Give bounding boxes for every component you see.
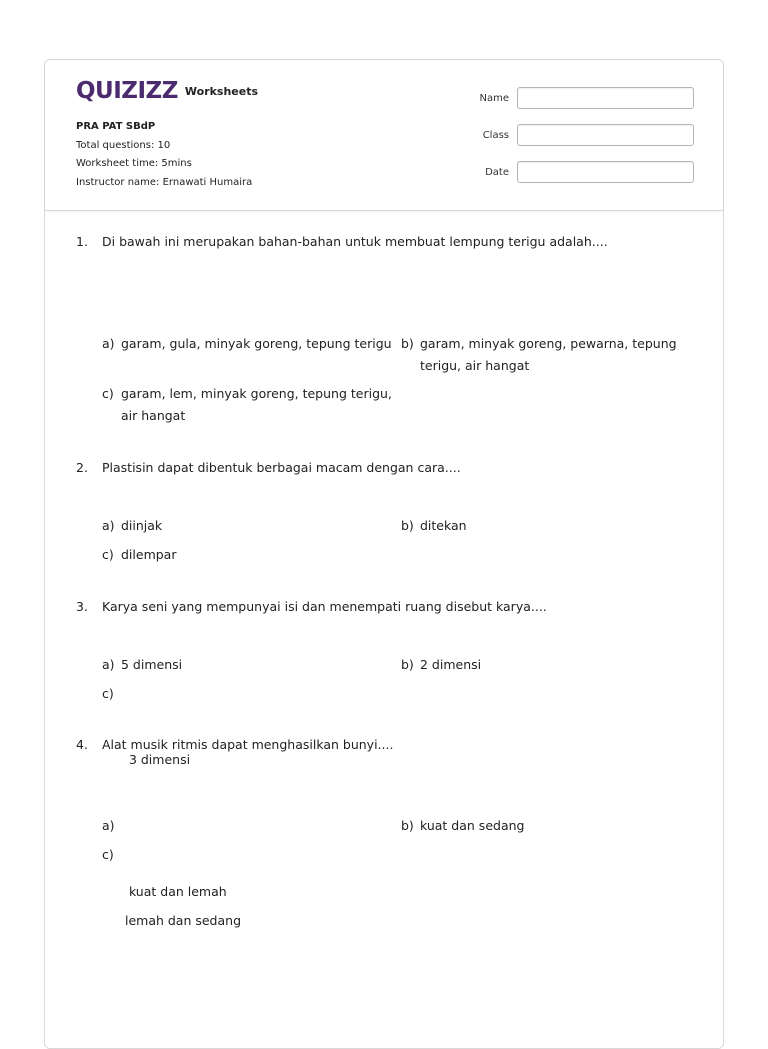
option-4b[interactable] <box>401 815 691 837</box>
question-text: Karya seni yang mempunyai isi dan menempati ruang disebut karya.... <box>102 599 547 614</box>
question-text: Di bawah ini merupakan bahan-bahan untuk membuat lempung terigu adalah.... <box>102 234 608 249</box>
option-letter: a) <box>102 657 115 672</box>
name-field-row <box>465 87 695 109</box>
option-text: lemah dan sedang <box>121 913 242 928</box>
option-letter: c) <box>102 386 114 401</box>
option-text: dilempar <box>121 547 177 562</box>
logo-subtitle: Worksheets <box>184 84 259 98</box>
option-letter: a) <box>102 336 115 351</box>
option-letter: a) <box>102 518 115 533</box>
option-text: 3 dimensi <box>121 752 191 767</box>
option-1c[interactable] <box>102 383 392 427</box>
worksheet-title: PRA PAT SBdP <box>76 121 156 132</box>
option-letter: b) <box>401 336 414 351</box>
question-text: Alat musik ritmis dapat menghasilkan bunyi.... <box>102 737 394 752</box>
option-letter: a) <box>102 818 115 833</box>
option-4c[interactable] <box>102 844 392 976</box>
date-label: Date <box>485 166 509 178</box>
option-letter: b) <box>401 818 414 833</box>
option-letter: b) <box>401 657 414 672</box>
question-number: 2. <box>76 460 88 475</box>
option-text: 5 dimensi <box>121 657 183 672</box>
option-2b[interactable] <box>401 515 691 537</box>
question-number: 1. <box>76 234 88 249</box>
quizizz-logo <box>76 78 258 104</box>
option-letter: c) <box>102 847 114 862</box>
worksheet-header <box>45 60 723 211</box>
option-2a[interactable] <box>102 515 392 537</box>
date-field-row <box>465 161 695 183</box>
option-1b[interactable] <box>401 333 691 377</box>
class-input[interactable] <box>517 124 694 146</box>
worksheet-time: Worksheet time: 5mins <box>76 158 192 169</box>
question-number: 3. <box>76 599 88 614</box>
question-number: 4. <box>76 737 88 752</box>
name-label: Name <box>479 92 509 104</box>
option-letter: c) <box>102 547 114 562</box>
option-text: garam, gula, minyak goreng, tepung terigu <box>121 336 392 351</box>
name-input[interactable] <box>517 87 694 109</box>
option-3a[interactable] <box>102 654 392 676</box>
question-text: Plastisin dapat dibentuk berbagai macam dengan cara.... <box>102 460 461 475</box>
option-text: 2 dimensi <box>420 657 482 672</box>
option-text: kuat dan sedang <box>420 818 525 833</box>
worksheet-meta <box>76 118 252 192</box>
option-2c[interactable] <box>102 544 392 566</box>
instructor-name: Instructor name: Ernawati Humaira <box>76 176 253 188</box>
option-3b[interactable] <box>401 654 691 676</box>
option-text: kuat dan lemah <box>121 884 227 899</box>
option-letter: b) <box>401 518 414 533</box>
option-letter: c) <box>102 686 114 701</box>
option-text: garam, lem, minyak goreng, tepung terigu, air hangat <box>121 386 392 423</box>
date-input[interactable] <box>517 161 694 183</box>
logo-wordmark: QUIZIZZ <box>76 78 178 104</box>
worksheet-page <box>44 59 724 1049</box>
total-questions: Total questions: 10 <box>76 139 171 151</box>
class-field-row <box>465 124 695 146</box>
option-1a[interactable] <box>102 333 392 355</box>
class-label: Class <box>482 129 509 141</box>
option-text: garam, minyak goreng, pewarna, tepung terigu, air hangat <box>420 336 677 373</box>
option-text: diinjak <box>121 518 163 533</box>
option-text: ditekan <box>420 518 467 533</box>
